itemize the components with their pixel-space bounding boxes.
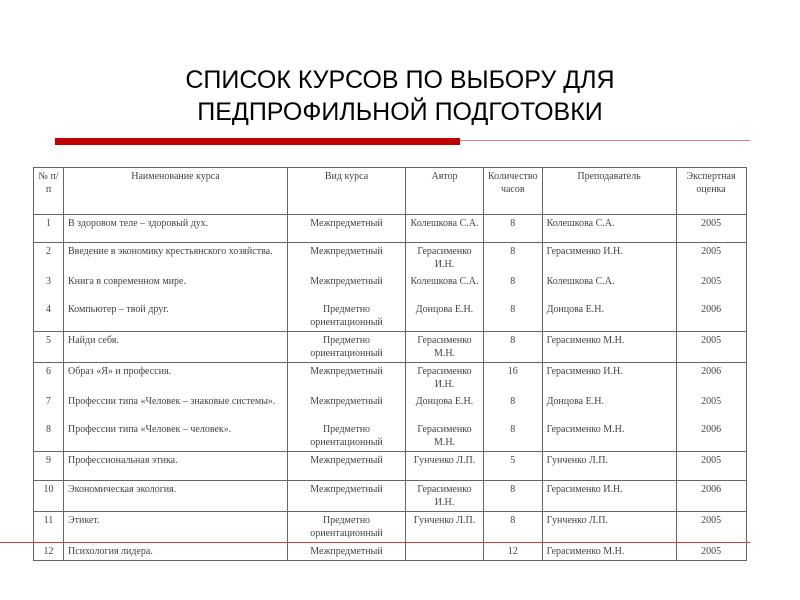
- table-header-row: [34, 168, 747, 215]
- column-header: Преподаватель: [542, 168, 676, 215]
- hours: 5: [484, 452, 543, 481]
- table-row: [34, 421, 747, 452]
- row-number: 3: [34, 273, 64, 301]
- expert-rating: 2006: [676, 301, 746, 332]
- course-type: Межпредметный: [288, 243, 406, 274]
- author: Герасименко М.Н.: [406, 332, 484, 363]
- hours: 8: [484, 332, 543, 363]
- expert-rating: 2005: [676, 332, 746, 363]
- teacher: Гунченко Л.П.: [542, 452, 676, 481]
- table-row: [34, 243, 747, 274]
- row-number: 1: [34, 215, 64, 243]
- table-row: [34, 215, 747, 243]
- course-type: Межпредметный: [288, 481, 406, 512]
- course-type: Межпредметный: [288, 363, 406, 394]
- row-number: 7: [34, 393, 64, 421]
- teacher: Донцова Е.Н.: [542, 301, 676, 332]
- expert-rating: 2006: [676, 481, 746, 512]
- column-header: Экспертная оценка: [676, 168, 746, 215]
- course-name: В здоровом теле – здоровый дух.: [64, 215, 288, 243]
- author: Герасименко И.Н.: [406, 363, 484, 394]
- row-number: 6: [34, 363, 64, 394]
- expert-rating: 2005: [676, 273, 746, 301]
- course-name: Психология лидера.: [64, 543, 288, 561]
- teacher: Герасименко М.Н.: [542, 543, 676, 561]
- hours: 16: [484, 363, 543, 394]
- hours: 12: [484, 543, 543, 561]
- teacher: Герасименко И.Н.: [542, 243, 676, 274]
- author: Гунченко Л.П.: [406, 452, 484, 481]
- hours: 8: [484, 421, 543, 452]
- table-row: [34, 512, 747, 543]
- table-row: [34, 363, 747, 394]
- course-type: Межпредметный: [288, 452, 406, 481]
- author: Герасименко И.Н.: [406, 243, 484, 274]
- expert-rating: 2005: [676, 215, 746, 243]
- teacher: Герасименко И.Н.: [542, 363, 676, 394]
- hours: 8: [484, 481, 543, 512]
- author: Колешкова С.А.: [406, 215, 484, 243]
- teacher: Колешкова С.А.: [542, 215, 676, 243]
- course-name: Этикет.: [64, 512, 288, 543]
- table-row: [34, 393, 747, 421]
- column-header: Количество часов: [484, 168, 543, 215]
- table-row: [34, 301, 747, 332]
- column-header: № п/п: [34, 168, 64, 215]
- expert-rating: 2006: [676, 421, 746, 452]
- table-row: [34, 543, 747, 561]
- course-type: Предметно ориентационный: [288, 512, 406, 543]
- course-type: Межпредметный: [288, 543, 406, 561]
- expert-rating: 2006: [676, 363, 746, 394]
- course-name: Компьютер – твой друг.: [64, 301, 288, 332]
- teacher: Гунченко Л.П.: [542, 512, 676, 543]
- courses-table: [33, 167, 747, 561]
- slide-title: [0, 64, 800, 128]
- row-number: 2: [34, 243, 64, 274]
- expert-rating: 2005: [676, 393, 746, 421]
- teacher: Колешкова С.А.: [542, 273, 676, 301]
- accent-line: [460, 140, 750, 141]
- hours: 8: [484, 215, 543, 243]
- author: Герасименко И.Н.: [406, 481, 484, 512]
- column-header: Наименование курса: [64, 168, 288, 215]
- expert-rating: 2005: [676, 543, 746, 561]
- course-name: Найди себя.: [64, 332, 288, 363]
- hours: 8: [484, 393, 543, 421]
- bottom-line: [0, 542, 750, 543]
- hours: 8: [484, 243, 543, 274]
- course-type: Межпредметный: [288, 215, 406, 243]
- title-line-2: ПЕДПРОФИЛЬНОЙ ПОДГОТОВКИ: [197, 98, 603, 126]
- column-header: Автор: [406, 168, 484, 215]
- teacher: Герасименко М.Н.: [542, 332, 676, 363]
- author: Гунченко Л.П.: [406, 512, 484, 543]
- course-type: Межпредметный: [288, 273, 406, 301]
- author: Донцова Е.Н.: [406, 393, 484, 421]
- author: Колешкова С.А.: [406, 273, 484, 301]
- row-number: 10: [34, 481, 64, 512]
- hours: 8: [484, 273, 543, 301]
- hours: 8: [484, 301, 543, 332]
- table-row: [34, 481, 747, 512]
- course-name: Профессии типа «Человек – знаковые системы».: [64, 393, 288, 421]
- expert-rating: 2005: [676, 512, 746, 543]
- course-name: Профессиональная этика.: [64, 452, 288, 481]
- row-number: 11: [34, 512, 64, 543]
- row-number: 5: [34, 332, 64, 363]
- row-number: 8: [34, 421, 64, 452]
- teacher: Донцова Е.Н.: [542, 393, 676, 421]
- row-number: 9: [34, 452, 64, 481]
- course-name: Образ «Я» и профессия.: [64, 363, 288, 394]
- course-name: Книга в современном мире.: [64, 273, 288, 301]
- course-name: Экономическая экология.: [64, 481, 288, 512]
- author: Герасименко М.Н.: [406, 421, 484, 452]
- row-number: 4: [34, 301, 64, 332]
- course-name: Профессии типа «Человек – человек».: [64, 421, 288, 452]
- author: [406, 543, 484, 561]
- course-type: Предметно ориентационный: [288, 301, 406, 332]
- table-row: [34, 452, 747, 481]
- hours: 8: [484, 512, 543, 543]
- teacher: Герасименко М.Н.: [542, 421, 676, 452]
- expert-rating: 2005: [676, 452, 746, 481]
- teacher: Герасименко И.Н.: [542, 481, 676, 512]
- column-header: Вид курса: [288, 168, 406, 215]
- table-row: [34, 273, 747, 301]
- course-type: Предметно ориентационный: [288, 332, 406, 363]
- course-name: Введение в экономику крестьянского хозяйства.: [64, 243, 288, 274]
- accent-bar: [55, 138, 460, 145]
- title-line-1: СПИСОК КУРСОВ ПО ВЫБОРУ ДЛЯ: [185, 66, 615, 94]
- table-row: [34, 332, 747, 363]
- expert-rating: 2005: [676, 243, 746, 274]
- course-type: Предметно ориентационный: [288, 421, 406, 452]
- course-type: Межпредметный: [288, 393, 406, 421]
- row-number: 12: [34, 543, 64, 561]
- author: Донцова Е.Н.: [406, 301, 484, 332]
